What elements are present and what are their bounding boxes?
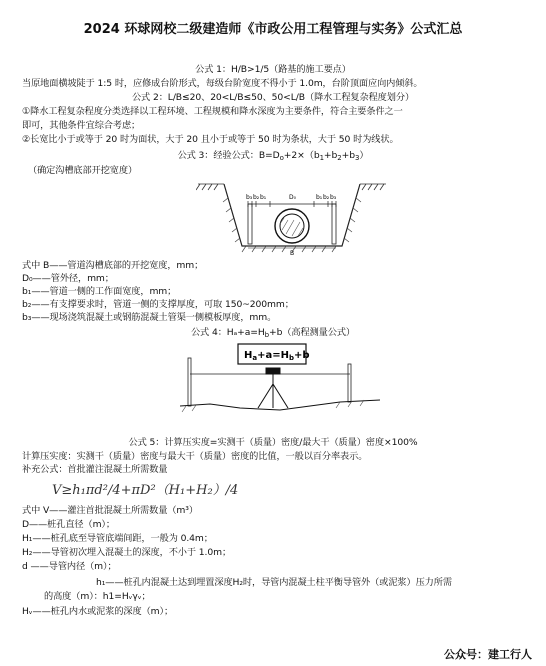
formula-5-heading: 公式 5：计算压实度=实测干（质量）密度/最大干（质量）密度×100% — [128, 437, 418, 448]
formula-5-def-intro: 式中 V——灌注首批混凝土所需数量（m³） — [22, 505, 198, 516]
formula-2-heading: 公式 2：L/B≤20、20<L/B≤50、50<L/B（降水工程复杂程度划分） — [131, 92, 415, 103]
formula-3-def-b3: b₃——现场浇筑混凝土或钢筋混凝土管渠一侧模板厚度，mm。 — [22, 312, 277, 323]
support-left — [248, 204, 252, 244]
formula-2-para-1b: 即可，其他条件宜综合考虑； — [22, 120, 141, 131]
formula-2-para-2: ②长宽比小于或等于 20 时为面状，大于 20 且小于或等于 50 时为条状，大于 50 时为线状。 — [22, 134, 399, 145]
footer-account: 公众号：建工行人 — [444, 648, 532, 661]
formula-3-def-d0: D₀——管外径，mm； — [22, 273, 114, 284]
formula-5-def-Hw: Hᵥ——桩孔内水或泥浆的深度（m）； — [22, 606, 174, 617]
formula-1-text: 当原地面横坡陡于 1:5 时，应修成台阶形式，每级台阶宽度不得小于 1.0m，台阶顶面应向内倾斜。 — [22, 78, 423, 89]
formula-5-def-H2: H₂——导管初次埋入混凝土的深度，不小于 1.0m； — [22, 547, 232, 558]
label-b2-right: b₂ — [323, 194, 330, 201]
trench-diagram — [196, 178, 388, 256]
level-rod-left — [188, 358, 191, 406]
formula-4-heading: 公式 4：$H_a+a=H_b+b$（高程测量公式） — [190, 327, 356, 339]
label-b3-left: b₃ — [246, 194, 253, 201]
formula-3-heading: 公式 3：经验公式：$B=D_o+2\times(b_1+b_2+b_3)$ — [177, 150, 369, 162]
formula-3-def-intro: 式中 B——管道沟槽底部的开挖宽度，mm； — [22, 260, 204, 271]
support-right — [332, 204, 336, 244]
formula-5-def-H1: H₁——桩孔底至导管底端间距，一般为 0.4m； — [22, 533, 213, 544]
formula-box-text: $H_a+a=H_b+b$ — [244, 350, 310, 362]
formula-1-heading: 公式 1：H/B>1/5（路基的施工要点） — [195, 64, 351, 75]
formula-3-caption: （确定沟槽底部开挖宽度） — [28, 165, 138, 176]
formula-5-def-d: d ——导管内径（m）； — [22, 561, 117, 572]
formula-2-para-1a: ①降水工程复杂程度分类选择以工程环境、工程规模和降水深度为主要条件，符合主要条件之一 — [22, 106, 403, 117]
leveling-diagram — [180, 340, 380, 420]
formula-5-para-1: 计算压实度：实测干（质量）密度与最大干（质量）密度的比值，一般以百分率表示。 — [22, 451, 368, 462]
formula-5-para-2: 补充公式：首批灌注混凝土所需数量 — [22, 464, 168, 475]
document-title: 2024 环球网校二级建造师《市政公用工程管理与实务》公式汇总 — [83, 22, 463, 37]
label-D0: D₀ — [289, 194, 297, 201]
ground-line — [180, 400, 380, 410]
formula-5-def-D: D——桩孔直径（m）； — [22, 519, 116, 530]
formula-3-def-b1: b₁——管道一侧的工作面宽度，mm； — [22, 286, 177, 297]
concrete-volume-formula: V≥h₁πd²/4+πD²（H₁+H₂）/4 — [52, 483, 239, 498]
label-b1-left: b₁ — [260, 194, 267, 201]
formula-5-def-h1-a: h₁——桩孔内混凝土达到埋置深度H₂时，导管内混凝土柱平衡导管外（或泥浆）压力所需 — [96, 577, 452, 588]
label-b1-right: b₁ — [316, 194, 323, 201]
level-rod-right — [348, 364, 351, 402]
label-B: B — [290, 250, 295, 256]
label-b3-right: b₃ — [330, 194, 337, 201]
label-b2-left: b₂ — [253, 194, 260, 201]
formula-5-def-h1-b: 的高度（m）：h1=Hᵥγᵥ； — [44, 591, 151, 602]
formula-3-def-b2: b₂——有支撑要求时，管道一侧的支撑厚度，可取 150~200mm； — [22, 299, 294, 310]
